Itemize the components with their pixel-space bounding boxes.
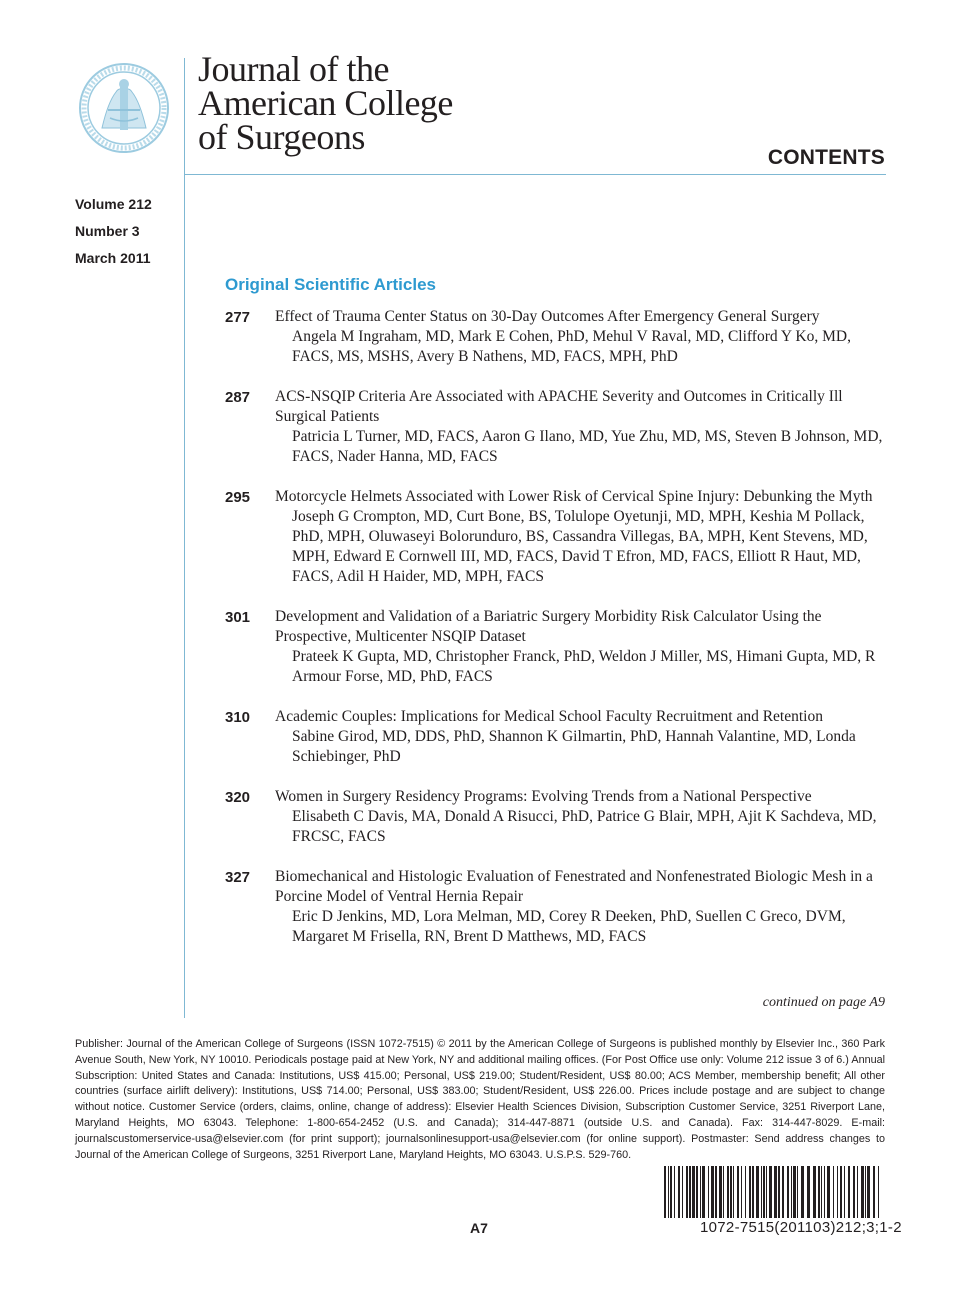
article-title: Women in Surgery Residency Programs: Evolving Trends from a National Perspective bbox=[275, 788, 812, 805]
continued-note: continued on page A9 bbox=[762, 995, 885, 1010]
journal-title bbox=[198, 49, 598, 157]
article-page-number: 287 bbox=[225, 389, 251, 406]
issue-volume: Volume 212 bbox=[75, 196, 152, 212]
article-entry[interactable] bbox=[225, 707, 890, 767]
issue-date: March 2011 bbox=[75, 250, 151, 266]
barcode bbox=[662, 1166, 886, 1218]
journal-logo bbox=[78, 62, 170, 154]
article-title: Academic Couples: Implications for Medical School Faculty Recruitment and Retention bbox=[275, 708, 823, 725]
article-entry[interactable] bbox=[225, 487, 890, 587]
article-title: Effect of Trauma Center Status on 30-Day Outcomes After Emergency General Surgery bbox=[275, 308, 820, 325]
article-authors: Prateek K Gupta, MD, Christopher Franck, PhD, Weldon J Miller, MS, Himani Gupta, MD, R Armour Forse, MD, PhD, FACS bbox=[292, 648, 876, 685]
article-list bbox=[225, 307, 890, 967]
journal-title-line-3: of Surgeons bbox=[198, 117, 365, 157]
article-page-number: 320 bbox=[225, 789, 251, 806]
article-authors: Elisabeth C Davis, MA, Donald A Risucci, PhD, Patrice G Blair, MPH, Ajit K Sachdeva, MD, FRCSC, FACS bbox=[292, 808, 877, 845]
vertical-rule bbox=[184, 58, 185, 1018]
barcode-text: 1072-7515(201103)212;3;1-2 bbox=[700, 1219, 902, 1236]
article-title: Development and Validation of a Bariatric Surgery Morbidity Risk Calculator Using the Prospective, Multicenter NSQIP Dataset bbox=[275, 608, 822, 645]
article-entry[interactable] bbox=[225, 307, 890, 367]
article-authors: Angela M Ingraham, MD, Mark E Cohen, PhD, Mehul V Raval, MD, Clifford Y Ko, MD, FACS, MS, MSHS, Avery B Nathens, MD, FACS, MPH, PhD bbox=[292, 328, 851, 365]
journal-title-line-2: American College bbox=[198, 83, 453, 123]
article-page-number: 277 bbox=[225, 309, 251, 326]
section-heading: Original Scientific Articles bbox=[225, 275, 436, 294]
issue-number: Number 3 bbox=[75, 223, 140, 239]
article-title: Motorcycle Helmets Associated with Lower Risk of Cervical Spine Injury: Debunking the Myth bbox=[275, 488, 873, 505]
article-entry[interactable] bbox=[225, 387, 890, 467]
page-label: A7 bbox=[470, 1220, 488, 1236]
article-page-number: 295 bbox=[225, 489, 251, 506]
article-authors: Joseph G Crompton, MD, Curt Bone, BS, Tolulope Oyetunji, MD, MPH, Keshia M Pollack, PhD, MPH, Oluwaseyi Bolorunduro, BS, Cassandra Villegas, BA, MPH, Kent Stevens, MD, MPH, Edward E Cornwell III, MD, FACS, David T Efron, MD, FACS, Elliott R Haut, MD, FACS, Adil H Haider, MD, MPH, FACS bbox=[292, 508, 868, 585]
acs-seal-icon bbox=[78, 62, 170, 154]
article-title: Biomechanical and Histologic Evaluation of Fenestrated and Nonfenestrated Biologic Mesh in a Porcine Model of Ventral Hernia Repair bbox=[275, 868, 873, 905]
article-authors: Patricia L Turner, MD, FACS, Aaron G Ilano, MD, Yue Zhu, MD, MS, Steven B Johnson, MD, FACS, Nader Hanna, MD, FACS bbox=[292, 428, 883, 465]
article-page-number: 301 bbox=[225, 609, 251, 626]
article-entry[interactable] bbox=[225, 607, 890, 687]
article-authors: Sabine Girod, MD, DDS, PhD, Shannon K Gilmartin, PhD, Hannah Valantine, MD, Londa Schiebinger, PhD bbox=[292, 728, 856, 765]
contents-label: CONTENTS bbox=[767, 146, 885, 169]
barcode-icon bbox=[662, 1166, 886, 1218]
article-title: ACS-NSQIP Criteria Are Associated with APACHE Severity and Outcomes in Critically Ill Surgical Patients bbox=[275, 388, 843, 425]
journal-title-line-1: Journal of the bbox=[198, 49, 389, 89]
issue-info bbox=[75, 191, 152, 272]
article-page-number: 310 bbox=[225, 709, 251, 726]
article-page-number: 327 bbox=[225, 869, 251, 886]
article-authors: Eric D Jenkins, MD, Lora Melman, MD, Corey R Deeken, PhD, Suellen C Greco, DVM, Margaret M Frisella, RN, Brent D Matthews, MD, FACS bbox=[292, 908, 846, 945]
article-entry[interactable] bbox=[225, 787, 890, 847]
article-entry[interactable] bbox=[225, 867, 890, 947]
publisher-info: Publisher: Journal of the American College of Surgeons (ISSN 1072-7515) © 2011 by the American College of Surgeons is published monthly by Elsevier Inc., 360 Park Avenue South, New York, NY 10010. Periodicals postage paid at New York, NY and additional mailing offices. (For Post Office use only: Volume 212 issue 3 of 6.) Annual Subscription: United States and Canada: Institutions, US$ 415.00; Personal, US$ 219.00; Student/Resident, US$ 80.00; ACS Member, membership benefit; All other countries (surface airlift delivery): Institutions, US$ 714.00; Personal, US$ 383.00; Student/Resident, US$ 226.00. Prices include postage and are subject to change without notice. Customer Service (orders, claims, online, change of address): Elsevier Health Sciences Division, Subscription Customer Service, 3251 Riverport Lane, Maryland Heights, MO 63043. Telephone: 1-800-654-2452 (U.S. and Canada); 314-447-8871 (outside U.S. and Canada). Fax: 314-447-8029. E-mail: journalscustomerservice-usa@elsevier.com (for print support); journalsonlinesupport-usa@elsevier.com (for online support). Postmaster: Send address changes to Journal of the American College of Surgeons, 3251 Riverport Lane, Maryland Heights, MO 63043. U.S.P.S. 529-760. bbox=[75, 1038, 885, 1161]
horizontal-rule bbox=[184, 174, 886, 175]
